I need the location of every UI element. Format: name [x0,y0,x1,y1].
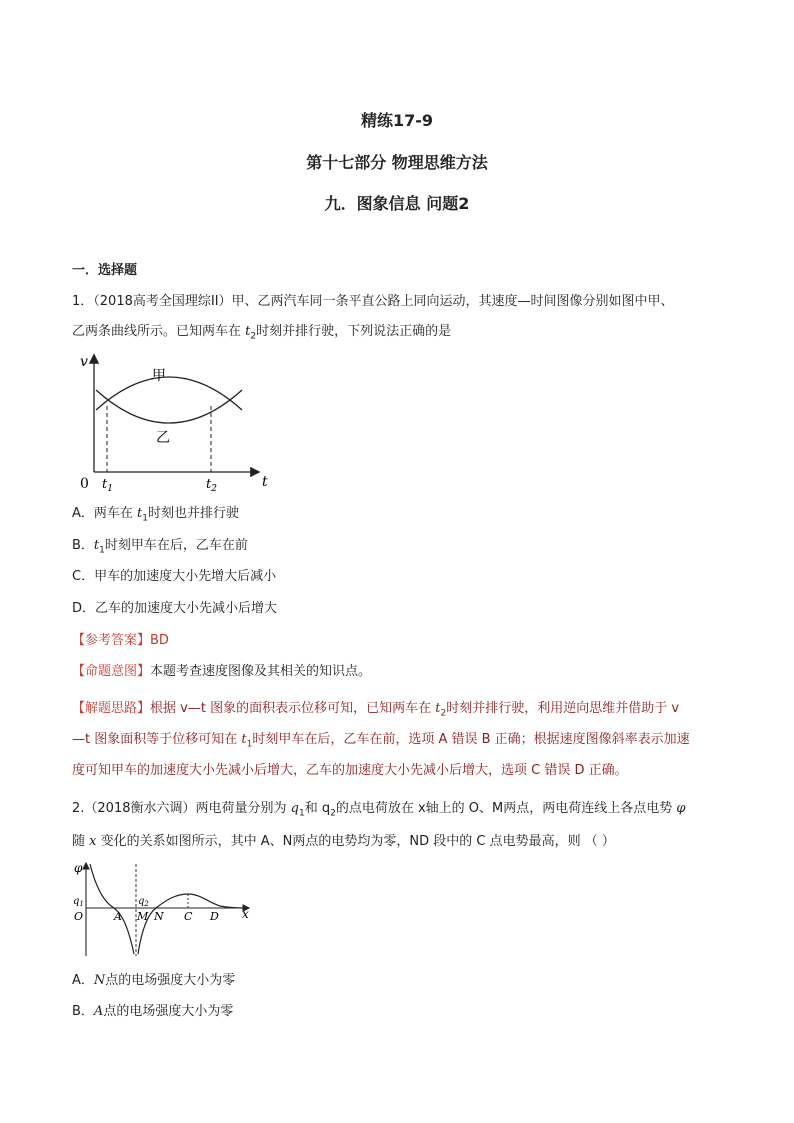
q2-phi-x-figure [70,860,254,960]
q1-option-a: A．两车在 $t_1$时刻也并排行驶 [72,506,240,524]
q1-intent: 【命题意图】本题考查速度图像及其相关的知识点。 [72,664,372,679]
q2-stem-line2: 随 x 变化的关系如图所示，其中 A、N两点的电势均为零，ND 段中的 C 点电势最高，则 （ ） [72,834,615,849]
q1-axis-x-label: t [262,474,268,490]
q1-solution-line1: 【解题思路】根据 v—t 图象的面积表示位移可知，已知两车在 $t_2$时刻并排行驶，利用逆向思维并借助于 v [72,701,680,719]
q2-q1-label: $q_1$ [73,896,84,908]
q2-point-n: N [154,910,164,923]
part-title: 第十七部分 物理思维方法 [306,153,488,172]
q1-curve-yi-label: 乙 [156,430,170,446]
q2-origin-label: O [74,910,84,923]
q1-curve-jia-label: 甲 [152,368,166,384]
q1-answer: 【参考答案】BD [72,633,169,648]
q2-option-b: B．A点的电场强度大小为零 [72,1004,234,1019]
q1-solution-line2: —t 图象面积等于位移可知在 $t_1$时刻甲车在后，乙车在前，选项 A 错误 B 正确；根据速度图像斜率表示加速 [72,732,690,750]
q1-curve-jia [96,377,242,410]
q1-axis-y-label: v [80,354,88,370]
q2-point-c: C [184,910,193,923]
q2-q2-label: $q_2$ [138,896,149,908]
q1-option-b: B．$t_1$时刻甲车在后，乙车在前 [72,538,248,556]
q1-stem-line1: 1．（2018高考全国理综II）甲、乙两汽车同一条平直公路上同向运动，其速度—时间图像分别如图中甲、 [72,294,674,309]
q1-option-d: D．乙车的加速度大小先减小后增大 [72,601,278,616]
q2-point-a: A [114,910,122,923]
q2-point-d: D [210,910,219,923]
q2-curve-right [138,894,246,954]
section-title: 一．选择题 [72,263,138,278]
q1-vt-figure [74,350,274,498]
q1-option-c: C．甲车的加速度大小先增大后减小 [72,569,277,584]
q2-curve-left [90,864,134,954]
q1-stem-line2: 乙两条曲线所示。已知两车在 $t_2$时刻并排行驶，下列说法正确的是 [72,324,452,342]
q2-point-m: M [137,910,149,923]
topic-title: 九．图象信息 问题2 [324,194,470,213]
q2-axis-y-label: φ [74,861,83,875]
q2-option-a: A．N点的电场强度大小为零 [72,973,236,988]
q1-origin-label: 0 [80,476,89,492]
q1-tick-t1: $t_1$ [102,477,113,494]
q1-solution-line3: 度可知甲车的加速度大小先减小后增大，乙车的加速度大小先减小后增大，选项 C 错误 D 正确。 [72,763,628,778]
q2-axis-x-label: x [242,907,249,921]
doc-code: 精练17-9 [360,111,434,130]
q1-curve-yi [96,390,242,423]
q2-stem-line1: 2.（2018衡水六调）两电荷量分别为 $q_1$和 $q_2$的点电荷放在 x轴上的 O、M两点，两电荷连线上各点电势 φ [72,801,686,819]
q1-tick-t2: $t_2$ [206,477,217,494]
